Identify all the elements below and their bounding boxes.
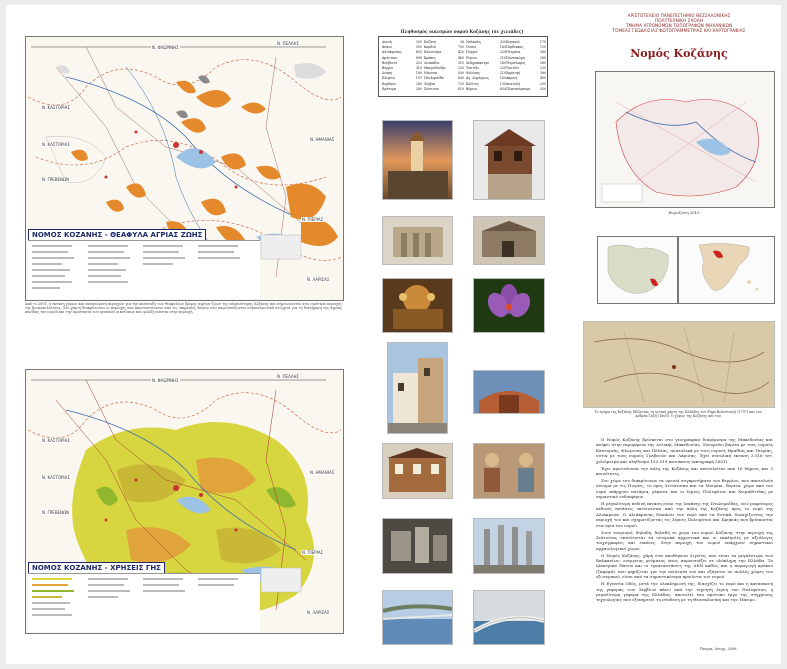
- region-label: Ν. ΚΑΣΤΟΡΙΑΣ: [42, 475, 70, 480]
- historic-map-image[interactable]: [583, 321, 775, 408]
- settlement-population: 165: [499, 45, 506, 50]
- settlement-population: 230: [539, 66, 546, 71]
- photo-mansion[interactable]: [382, 443, 453, 499]
- settlement-name: Τσοτύλι: [506, 66, 520, 71]
- settlement-population: 180: [499, 76, 506, 81]
- settlement-name: Νάουσα: [424, 71, 438, 76]
- settlement-population: 320: [499, 50, 506, 55]
- settlement-name: Βόρειο: [466, 86, 477, 91]
- photo-wooden-house[interactable]: [473, 120, 545, 200]
- settlement-population: 180: [415, 71, 422, 76]
- header-line: ΑΡΙΣΤΟΤΕΛΕΙΟ ΠΑΝΕΠΙΣΤΗΜΙΟ ΘΕΣΣΑΛΟΝΙΚΗΣ: [627, 13, 731, 18]
- overview-map-caption: Ευρωζώνη 2010: [668, 210, 700, 215]
- settlement-name: Βέρμιο: [382, 66, 394, 71]
- population-row: [424, 87, 464, 92]
- settlement-name: Αιανή: [382, 40, 392, 44]
- population-column: [424, 40, 464, 92]
- settlement-population: 630: [415, 50, 422, 55]
- settlement-name: Πυργοί: [466, 50, 478, 55]
- settlement-population: 380: [539, 50, 546, 55]
- photo-fresco[interactable]: [473, 443, 545, 499]
- prefecture-overview-map[interactable]: [595, 71, 775, 208]
- photo-crocus-flower[interactable]: [473, 278, 545, 333]
- settlement-name: Δέσκη: [382, 71, 393, 76]
- settlement-population: 260: [415, 86, 422, 91]
- settlement-name: Καρδιά: [424, 45, 436, 50]
- photo-stone-tablets[interactable]: [382, 518, 453, 574]
- region-label: Ν. ΛΑΡΙΣΑΣ: [307, 277, 330, 282]
- settlement-population: 720: [539, 45, 546, 50]
- settlement-population: 280: [539, 55, 546, 60]
- settlement-population: 890: [415, 55, 422, 60]
- region-label: Ν. ΚΑΣΤΟΡΙΑΣ: [42, 105, 70, 110]
- poster-title: Νομός Κοζάνης: [630, 47, 728, 60]
- settlement-population: 280: [415, 81, 422, 86]
- header-line: ΤΟΜΕΑΣ ΓΕΩΔΑΙΣΙΑΣ ΦΩΤΟΓΡΑΜΜΕΤΡΙΑΣ ΚΑΙ ΧΑΡΤΟΓΡΑΦΙΑΣ: [612, 28, 746, 33]
- settlement-name: Πτολεμαΐδα: [424, 76, 444, 81]
- settlement-population: 260: [539, 60, 546, 65]
- settlement-population: 380: [539, 71, 546, 76]
- settlement-population: 280: [499, 60, 506, 65]
- wildlife-map-caption: Από το 2001, η έκταση χώρων και αναγνώριση περιοχών για την κατάταξη των θεαφυλίων δρίψης αγρίων ζώων της πλησιέστερης Κοζάνης και σημειώνονται στα ευρύτερα περιοχές της βιοποικιλότητας. Στο χάρτη διακρίνονται οι περιοχές που προστατεύονται από τις υπηρεσίες δασών ενώ παρουσιάζονται συγκεντρωτικά στοιχεία για τη διατήρηση της άγριας πανίδας του νομού και την προστασία των φυσικών οικοτόπων που φιλοξενούνται στην περιοχή.: [25, 302, 342, 315]
- settlement-population: 320: [499, 40, 506, 44]
- population-column: [466, 40, 506, 92]
- land-use-map[interactable]: [25, 369, 344, 634]
- settlement-name: Λευκάδια: [424, 60, 440, 65]
- region-label: Ν. ΓΡΕΒΕΝΩΝ: [42, 510, 70, 515]
- wildlife-map-title: ΝΟΜΟΣ ΚΟΖΑΝΗΣ - ΘΕΑΦΥΛΑ ΑΓΡΙΑΣ ΖΩΗΣ: [28, 229, 206, 241]
- settlement-name: Περδίκκας: [506, 45, 524, 50]
- settlement-population: 36: [459, 40, 464, 44]
- settlement-name: Τσοτύλι: [466, 66, 480, 71]
- description-paragraph: Η μεγαλύτερη πεδινή έκταση είναι της λεκάνης της Πτολεμαΐδας, ενώ μικρότερες πεδινές εκτάσεις εκτείνονται από την πόλη της Κοζάνης προς το νομό της Αλιάκμονα. Ο Αλιάκμονας διαπλέει τον νομό από τα δυτικά, διασχίζοντας την περιοχή του και σχηματίζοντας τις λίμνες Πολυφύτου και Σφηκιάς που βρίσκονται στα όρια του νομού.: [596, 500, 773, 528]
- settlement-name: Χαραυγή: [506, 71, 521, 76]
- photo-stone-building[interactable]: [473, 216, 545, 265]
- population-row: [506, 87, 546, 92]
- settlement-population: 420: [457, 50, 464, 55]
- settlement-name: Σέρβια: [424, 81, 436, 86]
- settlement-name: Αμύνταιο: [382, 55, 398, 60]
- settlement-population: 210: [499, 71, 506, 76]
- settlement-name: Ακρινή: [506, 76, 518, 81]
- region-label: Ν. ΚΑΣΤΟΡΙΑΣ: [42, 438, 70, 443]
- description-paragraph: Ο Νομός Κοζάνης βρίσκεται στο γεωγραφικό διαμέρισμα της Μακεδονίας και ανήκει στην περιφέρεια της Δυτικής Μακεδονίας. Συνορεύει βόρεια με τους νομούς Καστοριάς, Φλώρινας και Πέλλας, ανατολικά με τους νομούς Ημαθίας και Πιερίας, νότια με τους νομούς Γρεβενών και Λάρισας. Έχει συνολική έκταση 3.516 τετ. χιλιόμετρα και πληθυσμό 153.919 κατοίκους (απογραφή 2001).: [596, 437, 773, 464]
- settlement-name: Αγ. Δημήτριος: [466, 76, 490, 81]
- settlement-population: 170: [539, 40, 546, 44]
- settlement-population: 950: [415, 45, 422, 50]
- settlement-population: 310: [415, 66, 422, 71]
- settlement-population: 205: [415, 40, 422, 44]
- europe-location-graphic: [598, 237, 677, 303]
- settlement-population: 290: [539, 81, 546, 86]
- settlement-population: 460: [457, 55, 464, 60]
- population-row: [382, 87, 422, 92]
- region-label: Ν. ΠΙΕΡΙΑΣ: [302, 217, 324, 222]
- settlement-name: Ελίμεια: [382, 76, 395, 81]
- settlement-name: Νεάπολη: [466, 40, 481, 44]
- prefecture-overview-graphic: [596, 72, 774, 207]
- settlement-name: Σιάτιστα: [424, 86, 439, 91]
- land-use-map-title: ΝΟΜΟΣ ΚΟΖΑΝΗΣ - ΧΡΗΣΕΙΣ ΓΗΣ: [28, 562, 165, 574]
- region-label: Ν. ΠΕΛΛΗΣ: [277, 374, 300, 379]
- photo-lake-bridge[interactable]: [382, 590, 453, 645]
- region-label: Ν. ΠΕΛΛΗΣ: [277, 41, 300, 46]
- settlement-population: 353: [415, 60, 422, 65]
- wildlife-map-legend: [28, 240, 260, 299]
- greece-location-graphic: [679, 237, 774, 303]
- photo-street-houses[interactable]: [387, 342, 448, 434]
- settlement-name: Κλεισούρα: [424, 50, 442, 55]
- region-label: Ν. ΦΛΩΡΙΝΗΣ: [152, 378, 179, 383]
- settlement-name: Εράτυρα: [382, 86, 397, 91]
- region-label: Ν. ΦΛΩΡΙΝΗΣ: [152, 45, 179, 50]
- photo-highway-bridge[interactable]: [473, 590, 545, 645]
- settlement-name: Κρόκος: [424, 55, 436, 60]
- institution-header: [582, 13, 776, 33]
- photo-ruins[interactable]: [473, 370, 545, 414]
- settlement-population: 650: [499, 86, 506, 91]
- settlement-name: Όσσιο: [466, 45, 477, 50]
- settlement-name: Ποντοκώμη: [506, 55, 525, 60]
- photo-monument[interactable]: [382, 216, 453, 265]
- settlement-name: Πλατανόρευμα: [506, 86, 531, 91]
- description-paragraph: Ο Νομός Κοζάνης, χάρη στα αποθέματα λιγνίτη, που είναι τα μεγαλύτερα των Βαλκανίων, ενέργειας ρεύματος όπως παρουσιάζει σε ολόκληρη την Ελλάδα. Το ηλεκτρικό δίκτυο και οι εγκαταστάσεις της ΔΕΗ καθώς και η παραγωγή κρόκου (ζαφορά), που φημίζεται για την ποιότητά του και εξάγεται σε πολλές χώρες του εξωτερικού, είναι από τα σημαντικότερα προϊόντα του νομού.: [596, 552, 773, 580]
- settlement-population: 720: [457, 81, 464, 86]
- settlement-name: Άσκιο: [382, 45, 392, 50]
- wildlife-map[interactable]: [25, 36, 344, 301]
- settlement-population: 220: [499, 66, 506, 71]
- land-use-map-legend: [28, 573, 260, 632]
- description-paragraph: Στον τουρισμό, δηλαδή, δηλαδή το χώρο του νομού Κοζάνης στην περιοχή της Σιάτιστας εκτείνονται τα ιστορικά αρχοντικά και οι εκκλησίες με αξιόλογες τοιχογραφίες και εικόνες. Στην περιοχή του νομού υπάρχουν σημαντικοί αρχαιολογικοί χώροι.: [596, 529, 773, 551]
- settlement-population: 130: [499, 81, 506, 86]
- historic-map-caption: Το τμήμα της Κοζάνης Ιδίζοντας τη γενική χάρτη της Ελλάδος του Ρήγα Βελεστινλή (1797) και του Ανδρέα Γαζή (1800). Ο χώρος της Κοζάνης και του: [594, 410, 762, 419]
- settlement-population: 210: [499, 55, 506, 60]
- photo-town-sunset[interactable]: [382, 120, 453, 200]
- settlement-population: 500: [457, 71, 464, 76]
- photo-church-interior[interactable]: [382, 278, 453, 333]
- greece-location-map[interactable]: [678, 236, 775, 304]
- settlement-name: Κοζάνη: [424, 40, 437, 44]
- settlement-name: Εορδαία: [382, 81, 396, 86]
- settlement-population: 220: [457, 66, 464, 71]
- author-signature: Όνομα, Λέτγρ, 2008: [700, 647, 737, 651]
- settlement-name: Βελβεντό: [382, 60, 398, 65]
- description-paragraph: Η Εγνατία Οδός, μετά την ολοκλήρωσή της, διασχίζει το νομό και η κατασκευή της γέφυρας των Σερβίων πάνω από την τεχνητή λίμνη του Πολυφύτου, η μεγαλύτερη γέφυρα της Ελλάδας, αποτελεί ένα πρότυπο έργο της σύγχρονης τεχνολογίας που εξυπηρετεί τη σύνδεση με τη Θεσσαλονίκη και την Ήπειρο.: [596, 581, 773, 603]
- header-line: ΠΟΛΥΤΕΧΝΙΚΗ ΣΧΟΛΗ: [654, 18, 704, 23]
- settlement-name: Αλιάκμονας: [382, 50, 402, 55]
- region-label: Ν. ΗΜΑΘΙΑΣ: [310, 137, 335, 142]
- settlement-name: Ανατολή: [506, 81, 521, 86]
- settlement-population: 630: [457, 76, 464, 81]
- population-table: [378, 36, 548, 97]
- settlement-name: Ρύμνιο: [466, 55, 478, 60]
- settlement-population: 310: [457, 60, 464, 65]
- settlement-name: Φιλώτας: [466, 71, 481, 76]
- header-line: ΤΜΗΜΑ ΑΓΡΟΝΟΜΩΝ ΤΟΠΟΓΡΑΦΩΝ ΜΗΧΑΝΙΚΩΝ: [625, 23, 733, 28]
- description-paragraph: Στο χώρο του διακρίνουμε τα ορεινά συγκροτήματα του Βερμίου, που αποτελούν σύνορα με τις Πιερίες, το όρος Σινιάτσικο και τα Μουρίκι. Βόρεια, χώρο από τον νομό υπάρχουν ποτάμια, ρέματα, και οι λίμνες Πολυφύτου και Χειμαδίτιδας με σημαντικό ενδιαφέρον.: [596, 477, 773, 500]
- population-table-title: Πληθυσμός οικισμών νομού Κοζάνης (σε χιλιάδες): [400, 29, 524, 34]
- settlement-name: Σιδηρόκαστρο: [466, 60, 490, 65]
- description-text: [596, 437, 773, 604]
- population-column: [382, 40, 422, 92]
- europe-location-map[interactable]: [597, 236, 678, 304]
- photo-power-plant[interactable]: [473, 518, 545, 574]
- settlement-population: 610: [457, 86, 464, 91]
- settlement-population: 350: [539, 86, 546, 91]
- region-label: Ν. ΚΑΣΤΟΡΙΑΣ: [42, 142, 70, 147]
- population-column: [506, 40, 546, 92]
- settlement-name: Κλείτος: [466, 81, 479, 86]
- description-paragraph: Έχει πρωτεύουσα την πόλη της Κοζάνης και αποτελείται από 16 δήμους και 3 κοινότητες.: [596, 465, 773, 476]
- region-label: Ν. ΓΡΕΒΕΝΩΝ: [42, 177, 70, 182]
- settlement-population: 490: [539, 76, 546, 81]
- settlement-name: Πέτρανα: [506, 50, 521, 55]
- population-row: [466, 87, 506, 92]
- settlement-population: 197: [415, 76, 422, 81]
- region-label: Ν. ΗΜΑΘΙΑΣ: [310, 470, 335, 475]
- settlement-population: 750: [457, 45, 464, 50]
- region-label: Ν. ΠΙΕΡΙΑΣ: [302, 550, 324, 555]
- region-label: Ν. ΛΑΡΙΣΑΣ: [307, 610, 330, 615]
- settlement-name: Τετράλοφος: [506, 60, 526, 65]
- settlement-name: Κερασιά: [506, 40, 520, 44]
- settlement-name: Μαυροδένδρι: [424, 66, 446, 71]
